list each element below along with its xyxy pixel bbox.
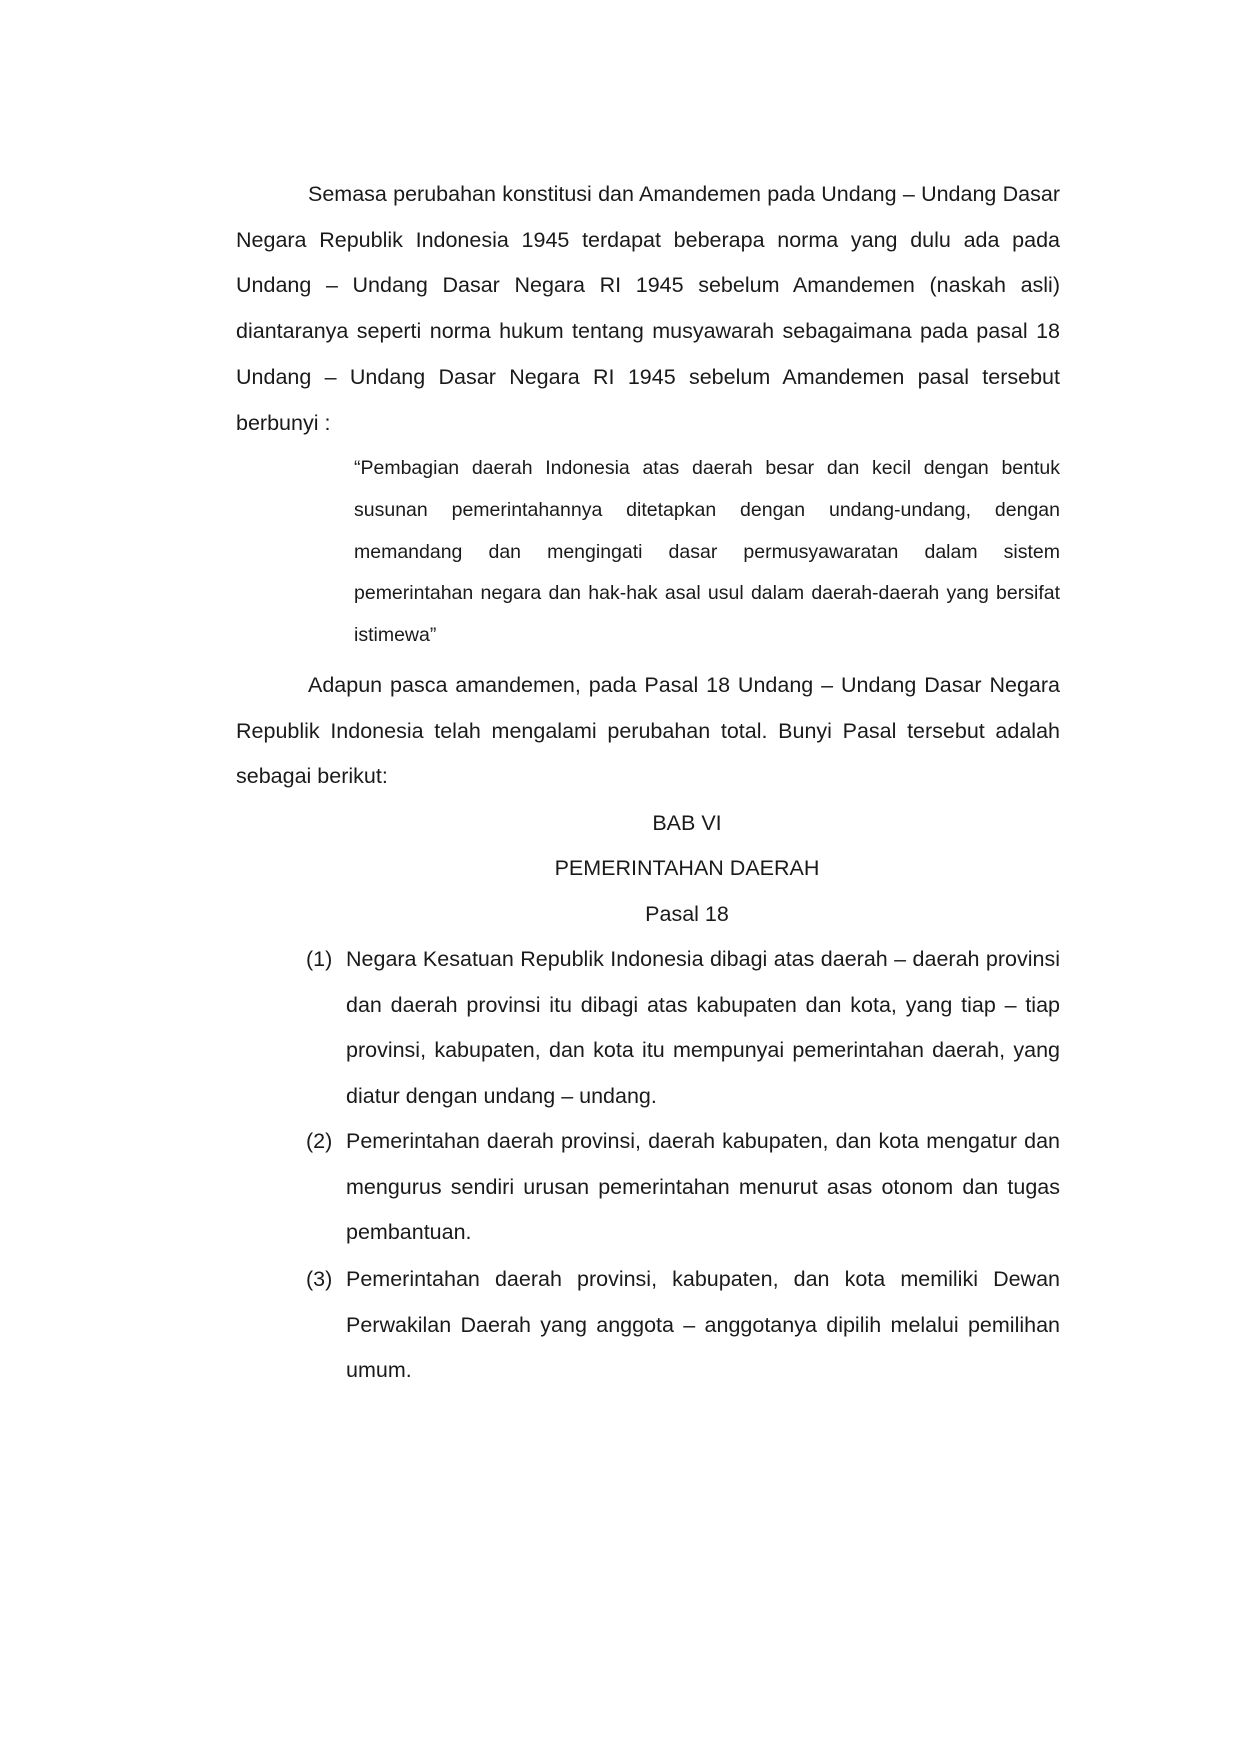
clause-number: (1)	[306, 947, 333, 971]
list-item	[306, 1257, 1060, 1394]
article-clause-2	[306, 1119, 1060, 1256]
intro-paragraph: Semasa perubahan konstitusi dan Amandemen pada Undang – Undang Dasar Negara Republik Indonesia 1945 terdapat beberapa norma yang dulu ada pada Undang – Undang Dasar Negara RI 1945 sebelum Amandemen (naskah asli) diantaranya seperti norma hukum tentang musyawarah sebagaimana pada pasal 18 Undang – Undang Dasar Negara RI 1945 sebelum Amandemen pasal tersebut berbunyi :	[236, 182, 1060, 435]
clause-text: Pemerintahan daerah provinsi, daerah kabupaten, dan kota mengatur dan mengurus sendiri urusan pemerintahan menurut asas otonom dan tugas pembantuan.	[346, 1129, 1060, 1245]
clause-text: Negara Kesatuan Republik Indonesia dibagi atas daerah – daerah provinsi dan daerah provinsi itu dibagi atas kabupaten dan kota, yang tiap – tiap provinsi, kabupaten, dan kota itu mempunyai pemerintahan daerah, yang diatur dengan undang – undang.	[346, 947, 1060, 1109]
clause-text: Pemerintahan daerah provinsi, kabupaten, dan kota memiliki Dewan Perwakilan Daerah yang anggota – anggotanya dipilih melalui pemilihan umum.	[346, 1267, 1060, 1383]
article-clause-1	[306, 937, 1060, 1120]
amendment-paragraph: Adapun pasca amandemen, pada Pasal 18 Undang – Undang Dasar Negara Republik Indonesia telah mengalami perubahan total. Bunyi Pasal tersebut adalah sebagai berikut:	[236, 673, 1060, 789]
original-article-quote: “Pembagian daerah Indonesia atas daerah besar dan kecil dengan bentuk susunan pemerintahannya ditetapkan dengan undang-undang, dengan memandang dan mengingati dasar permusyawaratan dalam sistem pemerintahan negara dan hak-hak asal usul dalam daerah-daerah yang bersifat istimewa”	[354, 457, 1060, 647]
list-item	[306, 1119, 1060, 1256]
chapter-title: PEMERINTAHAN DAERAH	[554, 856, 820, 880]
list-item	[306, 937, 1060, 1120]
clause-number: (3)	[306, 1267, 333, 1291]
chapter-heading: BAB VI	[652, 811, 722, 835]
article-clause-3	[306, 1257, 1060, 1394]
article-heading: Pasal 18	[645, 902, 729, 926]
clause-number: (2)	[306, 1129, 333, 1153]
